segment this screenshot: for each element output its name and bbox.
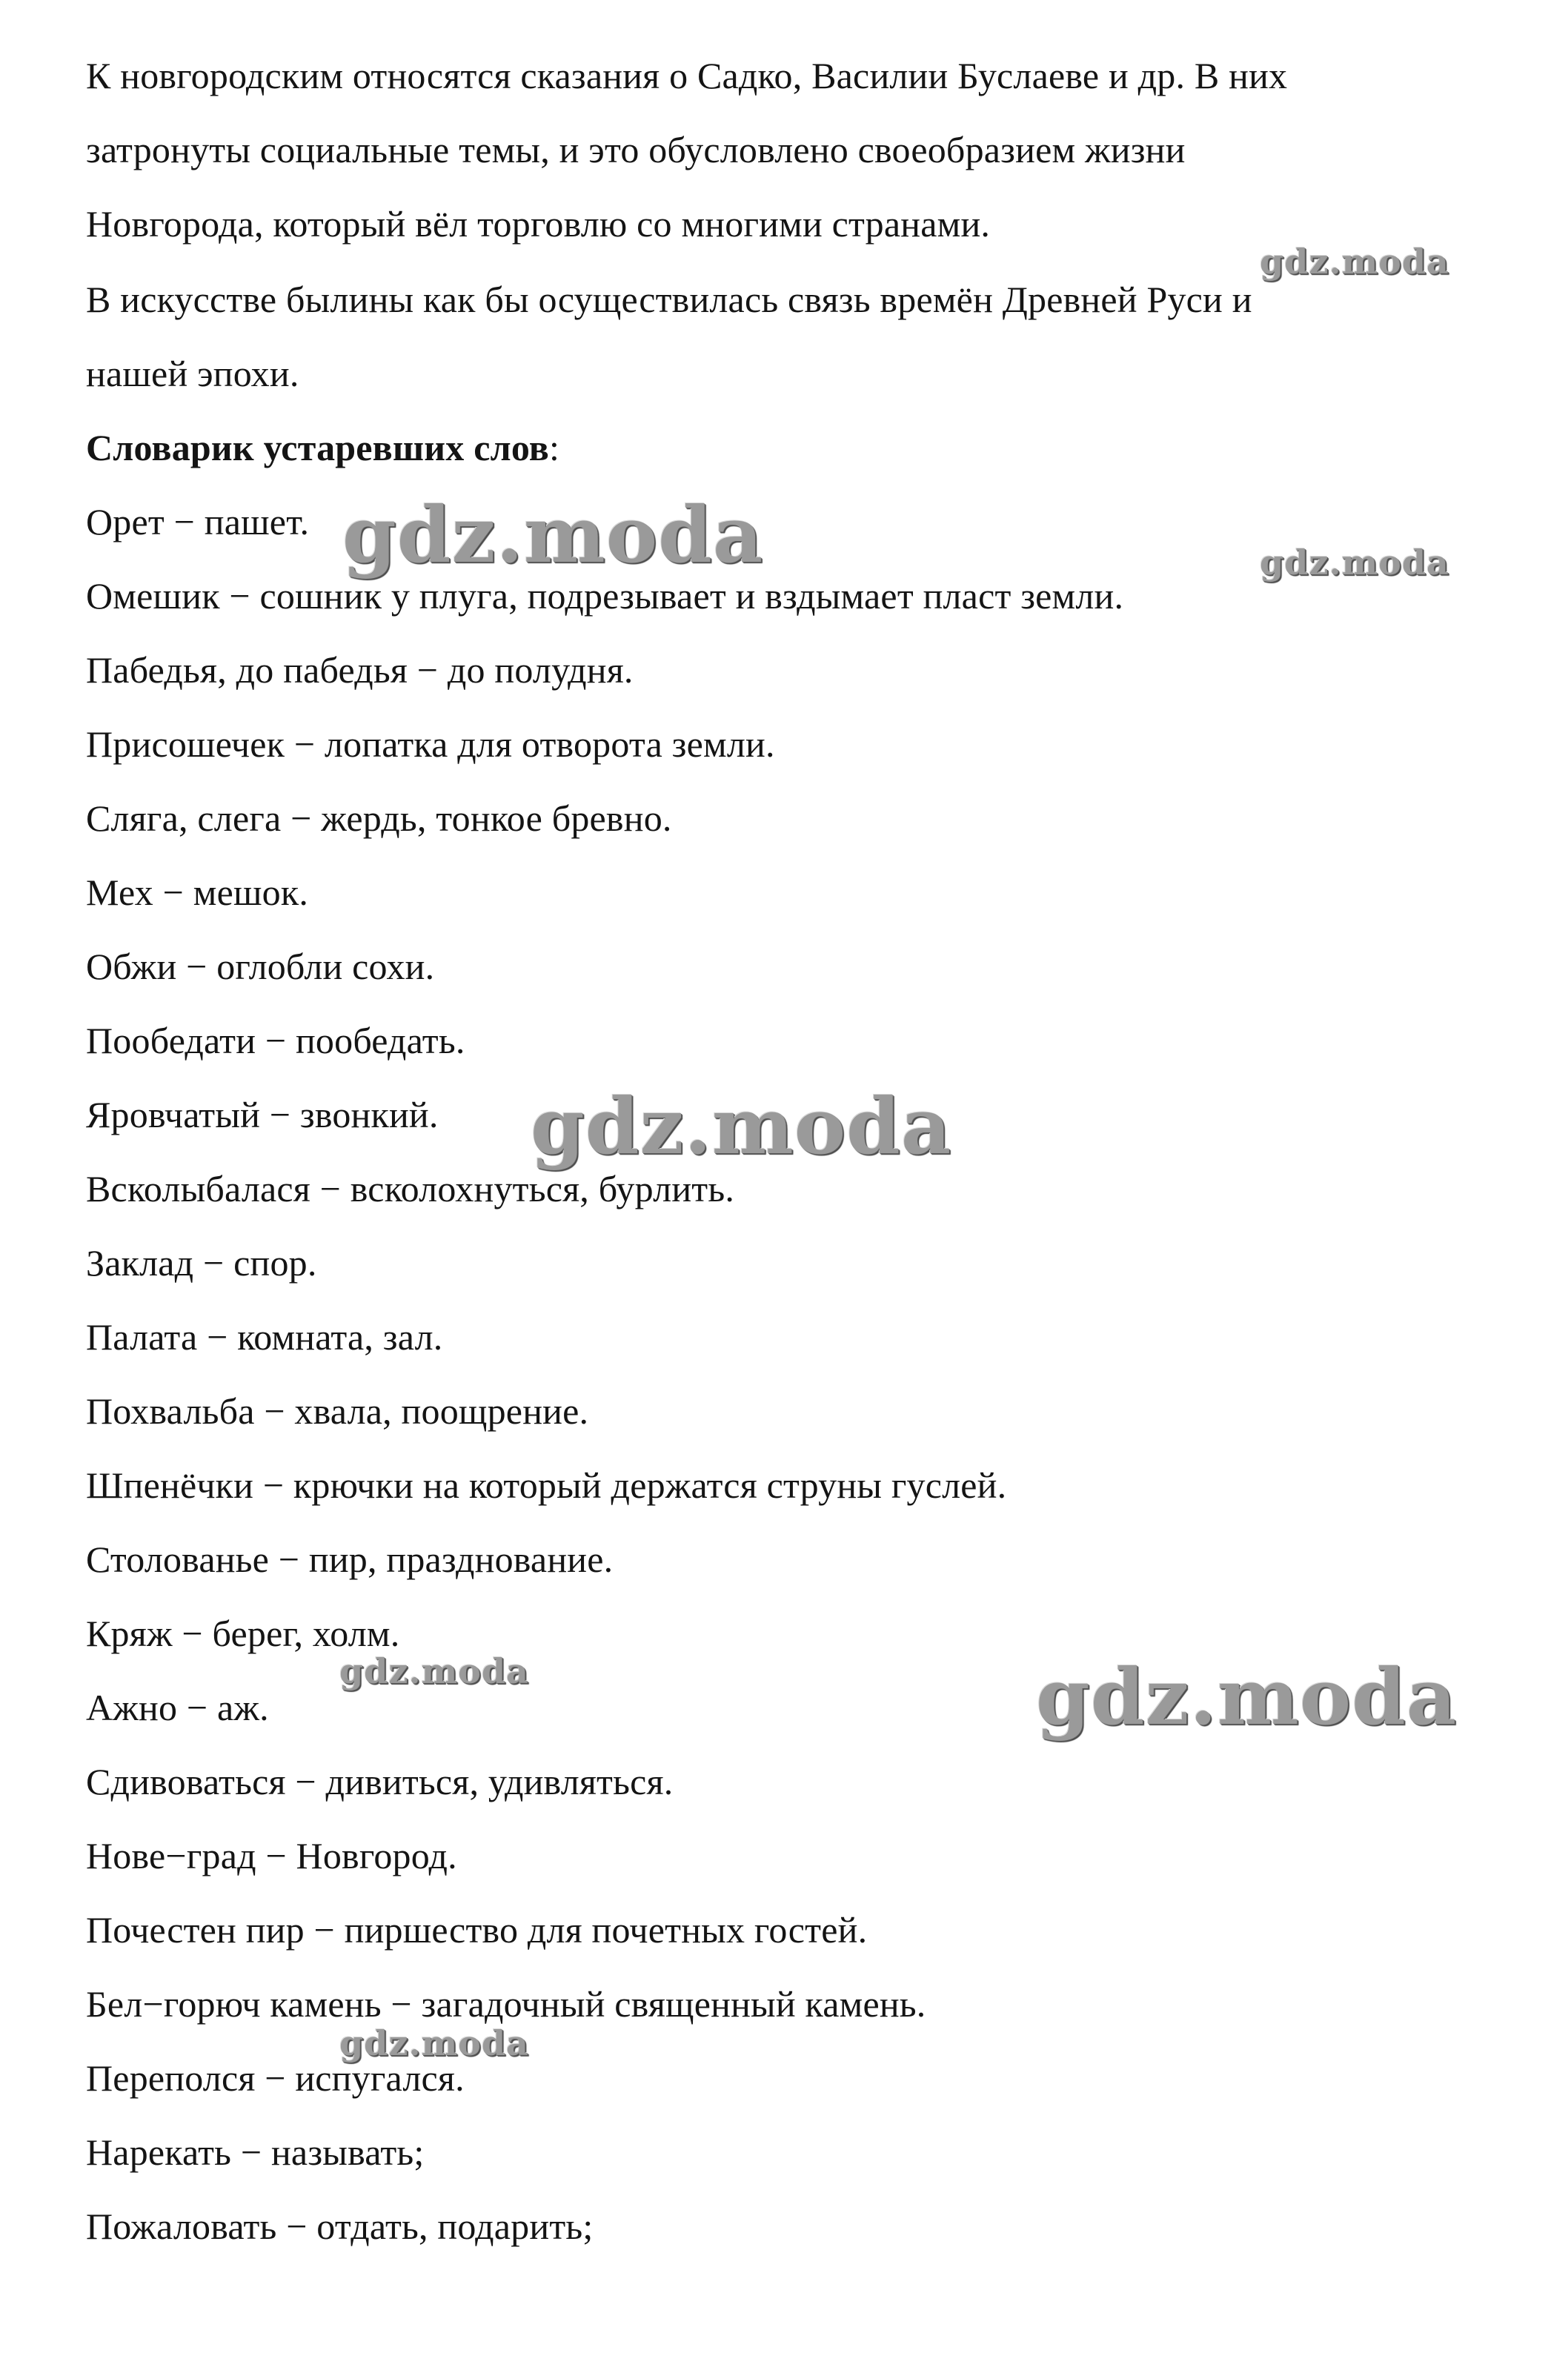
watermark-logo: gdz.moda bbox=[339, 1651, 529, 1691]
glossary-entry: Присошечек − лопатка для отворота земли. bbox=[86, 723, 775, 765]
intro-line-2: затронуты социальные темы, и это обусловлено своеобразием жизни bbox=[86, 129, 1186, 170]
watermark-logo: gdz.moda bbox=[1036, 1651, 1458, 1742]
glossary-entry: Обжи − оглобли сохи. bbox=[86, 946, 435, 987]
glossary-entry: Заклад − спор. bbox=[86, 1242, 317, 1284]
glossary-entry: Шпенёчки − крючки на который держатся струны гуслей. bbox=[86, 1464, 1007, 1506]
glossary-entry: Мех − мешок. bbox=[86, 872, 309, 913]
intro-line-1: К новгородским относятся сказания о Садко, Василии Буслаеве и др. В них bbox=[86, 55, 1288, 96]
glossary-entry: Столованье − пир, празднование. bbox=[86, 1539, 614, 1580]
glossary-entry: Яровчатый − звонкий. bbox=[86, 1094, 439, 1135]
glossary-entry: Пабедья, до пабедья − до полудня. bbox=[86, 649, 634, 691]
glossary-entry: Похвальба − хвала, поощрение. bbox=[86, 1390, 589, 1432]
watermark-logo: gdz.moda bbox=[531, 1081, 952, 1172]
watermark-logo: gdz.moda bbox=[339, 2023, 529, 2063]
glossary-entry: Нарекать − называть; bbox=[86, 2131, 425, 2173]
glossary-entry: Орет − пашет. bbox=[86, 501, 310, 542]
intro-line-5: нашей эпохи. bbox=[86, 353, 299, 394]
glossary-entry: Ажно − аж. bbox=[86, 1687, 269, 1728]
glossary-entry: Кряж − берег, холм. bbox=[86, 1613, 400, 1654]
glossary-heading-text: Словарик устаревших слов bbox=[86, 427, 549, 468]
glossary-entry: Омешик − сошник у плуга, подрезывает и вздымает пласт земли. bbox=[86, 575, 1124, 617]
glossary-heading bbox=[86, 425, 559, 470]
glossary-heading-colon: : bbox=[549, 427, 560, 468]
glossary-entry: Пожаловать − отдать, подарить; bbox=[86, 2206, 594, 2247]
glossary-entry: Бел−горюч камень − загадочный священный камень. bbox=[86, 1983, 926, 2025]
glossary-entry: Переполся − испугался. bbox=[86, 2057, 465, 2099]
watermark-logo: gdz.moda bbox=[1260, 242, 1449, 282]
glossary-entry: Всколыбалася − всколохнуться, бурлить. bbox=[86, 1168, 735, 1209]
glossary-entry: Почестен пир − пиршество для почетных гостей. bbox=[86, 1909, 868, 1951]
glossary-entry: Пообедати − пообедать. bbox=[86, 1020, 465, 1061]
intro-line-4: В искусстве былины как бы осуществилась связь времён Древней Руси и bbox=[86, 279, 1252, 320]
watermark-logo: gdz.moda bbox=[1260, 542, 1449, 583]
glossary-entry: Сдивоваться − дивиться, удивляться. bbox=[86, 1761, 674, 1802]
intro-line-3: Новгорода, который вёл торговлю со многими странами. bbox=[86, 203, 991, 245]
watermark-logo: gdz.moda bbox=[342, 489, 764, 580]
glossary-entry: Сляга, слега − жердь, тонкое бревно. bbox=[86, 797, 672, 839]
glossary-entry: Нове−град − Новгород. bbox=[86, 1835, 457, 1876]
glossary-entry: Палата − комната, зал. bbox=[86, 1316, 443, 1358]
